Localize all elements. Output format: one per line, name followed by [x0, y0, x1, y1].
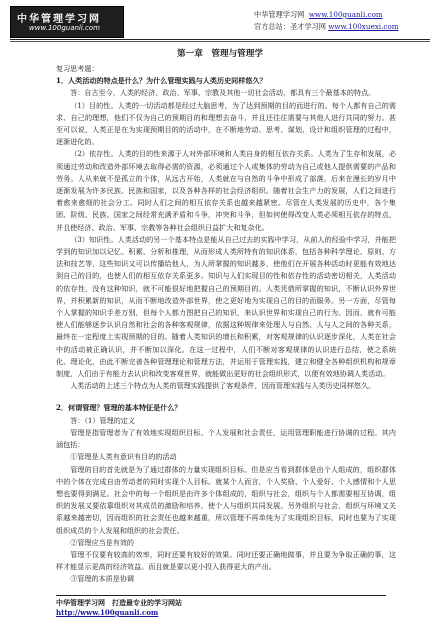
answer-1-knowledge: （3）知识性。人类活动的另一个基本特点是能从自己过去的实践中学习，从前人的经验中学习，并能把学到的知识加以记忆、积累、分析和推理，从而形成人类所特有的知识体系，包括各种科学理论、原则、方法和技艺等，这些知识又可以传播给他人，为人所掌握的知识越多，使他们在开展各种活动时更能有效地达到自己的目的，也使人们的相互依存关系更多。知识与人们实现目的性和依存性的活动密切相关，人类活动的依存性，没有这种知识，就不可能很好地把握自己的预期目的。人类凭借所掌握的知识，不断认识外界世界，并积累新的知识，从而不断地改造外部世界，使之更好地为实现自己的目的而服务。另一方面，尽管每个人掌握的知识手差万别，但每个人都力图把自己的知识，来认识世界和实现自己的行为。因而，就有可能使人们能够逐步认识自然和社会的各种客观规律，依据这种规律来处理人与自然、人与人之间的各种关系，最终在一定程度上实现预期的目的。随着人类知识的增长和积累，对客观规律的认识逐步深化，人类在社会中的活动被正确认识，并不断加以深化。在这一过程中，人们不断对客观规律的认识进行总结，使之系统化、理论化，由此不断完善各种管理理论和管理方法，并运用于管理实践，建立和健全各种组织机构和规章制度，人们由于有能力去认识和改变客观世界，就能做出更好的社会组织形式，以便有效地协调人类活动。 [56, 234, 396, 379]
point-2-body: 管理不仅要有较高的效率，同时还要有较好的效果。同时还要正确地做事，并且要为争取正确的事，这样才能显示更高的经济效益。而且就是要以更小投入获得更大的产出。 [56, 549, 396, 572]
header-divider [10, 39, 430, 40]
document-body [56, 63, 396, 586]
site2-line [254, 22, 399, 32]
point-3-heading: ③管理的本质是协调 [70, 574, 135, 584]
page-footer [56, 595, 386, 617]
question-2: 2．何谓管理？管理的基本特征是什么？ [56, 403, 182, 413]
site1-line [254, 10, 383, 20]
point-1-body: 管理的目的首先就是为了通过群体的力量实现组织目标。但是应当看到群体是由个人组成的，组织群体中的个体在完成自由劳动者的同时实现个人目标。就某个人而言，个人奖励、个人爱好、个人感情和个人思想也要得到满足。社会中的每一个组织是由许多个体组成的，组织与社会，组织与个人都需要相互协调，组织的发展又要依靠组织对其成员的激励和培养，使个人与组织共同发展。另外组织与社会，组织与环境又关系越来越密切，因而组织的社会责任也越来越重，所以管理不再单纯为了实现组织目标，同时也要为了实现组织成员的个人发展和组织的社会责任。 [56, 464, 396, 535]
logo-url: www.100guanli.com [29, 24, 100, 32]
footer-link[interactable]: http://www.100guanli.com [56, 608, 159, 617]
site1-name: 中华管理学习网 [254, 10, 305, 19]
review-heading: 复习思考题： [56, 64, 99, 73]
header-divider-thin [10, 41, 430, 42]
site-logo[interactable] [10, 6, 124, 38]
spacer [56, 392, 396, 402]
answer-1-intro: 答：自古至今，人类的经济、政治、军事、宗教及其他一切社会活动，都具有三个最基本的特点。 [70, 88, 376, 98]
question-1: 1．人类活动的特点是什么？为什么管理实践与人类历史同样悠久？ [56, 76, 267, 86]
site2-link[interactable]: www.100xuexi.com [328, 22, 399, 31]
answer-2-heading: 答：（1）管理的定义 [70, 415, 135, 425]
point-1-heading: ①管理是人类有意识有目的的活动 [70, 452, 177, 462]
chapter-title: 第一章 管理与管理学 [177, 49, 263, 59]
answer-1-purpose: （1）目的性。人类的一切活动都是经过大脑思考，为了达到预期的目的而进行的。每个人都有自己的需求、自己的理想，他们不仅为自己的预期目的和理想去奋斗，并且还往往需要与其他人进行共同的努力。甚至可以说，人类正是在为实现预期目的的活动中，在不断地劳动、思考、谋划、设计和组织管理的过程中，逐渐进化的。 [56, 100, 396, 147]
site1-link[interactable]: www.100guanli.com [308, 10, 383, 19]
footer-divider [56, 595, 386, 596]
answer-2-definition: 管理是指管理者为了有效地实现组织目标、个人发展和社会责任，运用管理职能进行协调的过程。其内涵包括： [56, 427, 396, 450]
point-2-heading: ②管理应当是有效的 [70, 537, 135, 547]
answer-1-conclusion: 人类活动的上述三个特点为人类的管理实践提供了客观条件，因而管理实践与人类历史同样悠久。 [70, 381, 376, 391]
footer-slogan: 中华管理学习网 打造最专业的学习网站 [56, 598, 182, 607]
answer-1-dependence: （2）依存性。人类的目的性来源于人对外部环境和人类自身的相互依存关系。人类为了生存和发展，必须通过劳动和改造外部环境去取得必需的资源，必须通过个人或集体的劳动为自己或他人提供需要的产品和劳务。人从来就不是孤立的个体，从远古开始，人类就在与自然的斗争中形成了部落，后来在漫长的岁月中逐渐发展为许多民族、民族和国家，以及各种各样的社会经济组织。随着社会生产力的发展，人们之间进行着愈来愈细的社会分工。同时人们之间的相互依存关系也越来越紧密。尽管在人类发展的历史中，各个集团、阶级、民族、国家之间经常充满矛盾和斗争，冲突和斗争，但如何使得改变人类必须相互依存的特点，并且使经济、政治、军事、宗教等各种社会组织日益扩大和复杂化。 [56, 149, 396, 232]
logo-text: 中华管理学习网 [17, 14, 101, 25]
site2-name: 官方总站：圣才学习网 [254, 22, 326, 31]
